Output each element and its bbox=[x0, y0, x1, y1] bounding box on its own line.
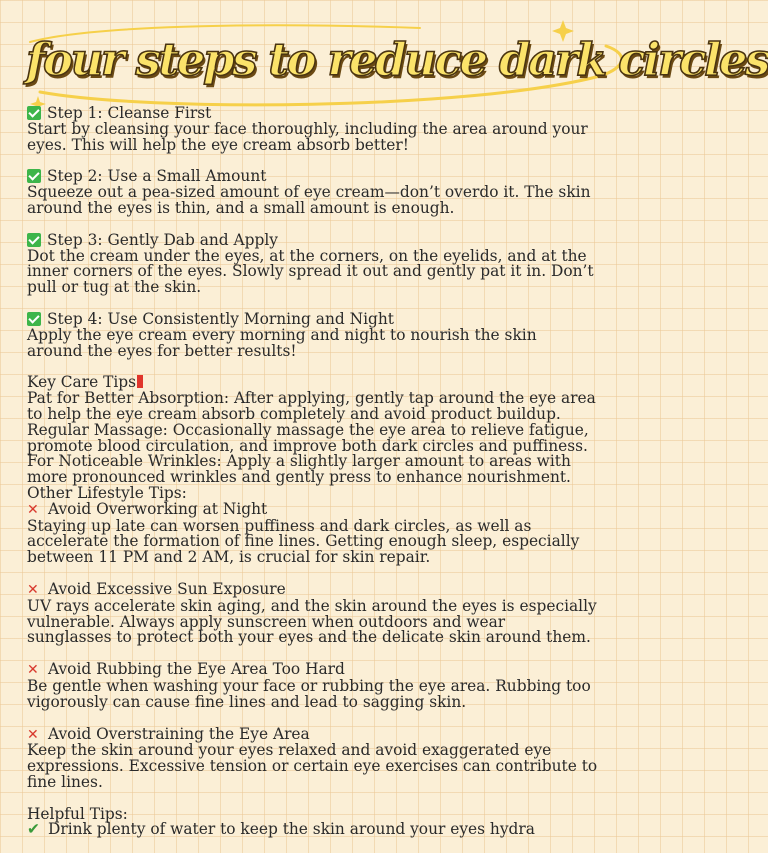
helpful-item: Drink plenty of water to keep the skin around your eyes hydra bbox=[48, 820, 535, 839]
step-2 bbox=[27, 169, 627, 216]
avoid-text: sunglasses to protect both your eyes and the delicate skin around them. bbox=[27, 628, 591, 647]
tip-text: promote blood circulation, and improve both dark circles and puffiness. bbox=[27, 436, 588, 455]
step-text: around the eyes is thin, and a small amount is enough. bbox=[27, 198, 455, 217]
checkmark-icon: ✔ bbox=[27, 820, 40, 839]
tip-text: Regular Massage: Occasionally massage the eye area to relieve fatigue, bbox=[27, 420, 589, 439]
title-banner bbox=[0, 14, 768, 104]
lifestyle-heading: Other Lifestyle Tips: bbox=[27, 483, 187, 502]
step-text: Start by cleansing your face thoroughly, including the area around your bbox=[27, 119, 588, 138]
check-box-icon bbox=[27, 233, 41, 247]
avoid-text: between 11 PM and 2 AM, is crucial for skin repair. bbox=[27, 548, 431, 567]
avoid-item-3 bbox=[27, 662, 627, 710]
avoid-item-2 bbox=[27, 579, 627, 647]
helpful-tips bbox=[27, 804, 627, 839]
avoid-heading: Avoid Overstraining the Eye Area bbox=[48, 724, 310, 743]
step-4 bbox=[27, 309, 627, 360]
avoid-text: expressions. Excessive tension or certain eye exercises can contribute to bbox=[27, 757, 598, 776]
step-text: eyes. This will help the eye cream absorb better! bbox=[27, 135, 409, 154]
avoid-text: accelerate the formation of fine lines. Getting enough sleep, especially bbox=[27, 532, 580, 551]
avoid-heading: Avoid Excessive Sun Exposure bbox=[48, 579, 286, 598]
tip-text: more pronounced wrinkles and gently press to enhance nourishment. bbox=[27, 468, 571, 487]
tip-text: to help the eye cream absorb completely and avoid product buildup. bbox=[27, 404, 561, 423]
cross-icon: ✕ bbox=[27, 726, 39, 743]
avoid-heading: Avoid Overworking at Night bbox=[48, 499, 268, 518]
page-title: four steps to reduce dark circles bbox=[26, 33, 768, 86]
step-heading: Step 2: Use a Small Amount bbox=[47, 167, 267, 186]
tip-text: For Noticeable Wrinkles: Apply a slightly larger amount to areas with bbox=[27, 452, 571, 471]
key-care-tips bbox=[27, 375, 627, 501]
step-text: around the eyes for better results! bbox=[27, 341, 297, 360]
avoid-text: vigorously can cause fine lines and lead to sagging skin. bbox=[27, 692, 467, 711]
avoid-text: Be gentle when washing your face or rubbing the eye area. Rubbing too bbox=[27, 676, 591, 695]
avoid-item-1 bbox=[27, 499, 627, 567]
step-heading: Step 1: Cleanse First bbox=[47, 104, 212, 122]
step-heading: Step 3: Gently Dab and Apply bbox=[47, 230, 278, 249]
step-text: Squeeze out a pea-sized amount of eye cream—don’t overdo it. The skin bbox=[27, 183, 591, 202]
avoid-heading: Avoid Rubbing the Eye Area Too Hard bbox=[48, 660, 345, 679]
step-3 bbox=[27, 230, 627, 297]
step-text: Apply the eye cream every morning and night to nourish the skin bbox=[27, 325, 537, 344]
cross-icon: ✕ bbox=[27, 581, 39, 598]
cross-icon: ✕ bbox=[27, 501, 39, 518]
exclamation-icon bbox=[137, 375, 143, 388]
key-care-heading: Key Care Tips bbox=[27, 373, 137, 392]
step-text: pull or tug at the skin. bbox=[27, 278, 202, 297]
avoid-text: UV rays accelerate skin aging, and the skin around the eyes is especially bbox=[27, 596, 597, 615]
helpful-heading: Helpful Tips: bbox=[27, 804, 128, 823]
step-1 bbox=[27, 106, 627, 153]
avoid-text: vulnerable. Always apply sunscreen when outdoors and wear bbox=[27, 612, 506, 631]
cross-icon: ✕ bbox=[27, 662, 39, 679]
avoid-text: Keep the skin around your eyes relaxed and avoid exaggerated eye bbox=[27, 741, 552, 760]
tip-text: Pat for Better Absorption: After applying, gently tap around the eye area bbox=[27, 389, 596, 408]
check-box-icon bbox=[27, 312, 41, 326]
article-body bbox=[27, 106, 627, 838]
step-text: Dot the cream under the eyes, at the corners, on the eyelids, and at the bbox=[27, 246, 587, 265]
avoid-text: Staying up late can worsen puffiness and dark circles, as well as bbox=[27, 516, 532, 535]
step-heading: Step 4: Use Consistently Morning and Night bbox=[47, 309, 394, 328]
step-text: inner corners of the eyes. Slowly spread it out and gently pat it in. Don’t bbox=[27, 262, 594, 281]
avoid-text: fine lines. bbox=[27, 772, 103, 791]
avoid-item-4 bbox=[27, 724, 627, 791]
check-box-icon bbox=[27, 169, 41, 183]
check-box-icon bbox=[27, 106, 41, 120]
